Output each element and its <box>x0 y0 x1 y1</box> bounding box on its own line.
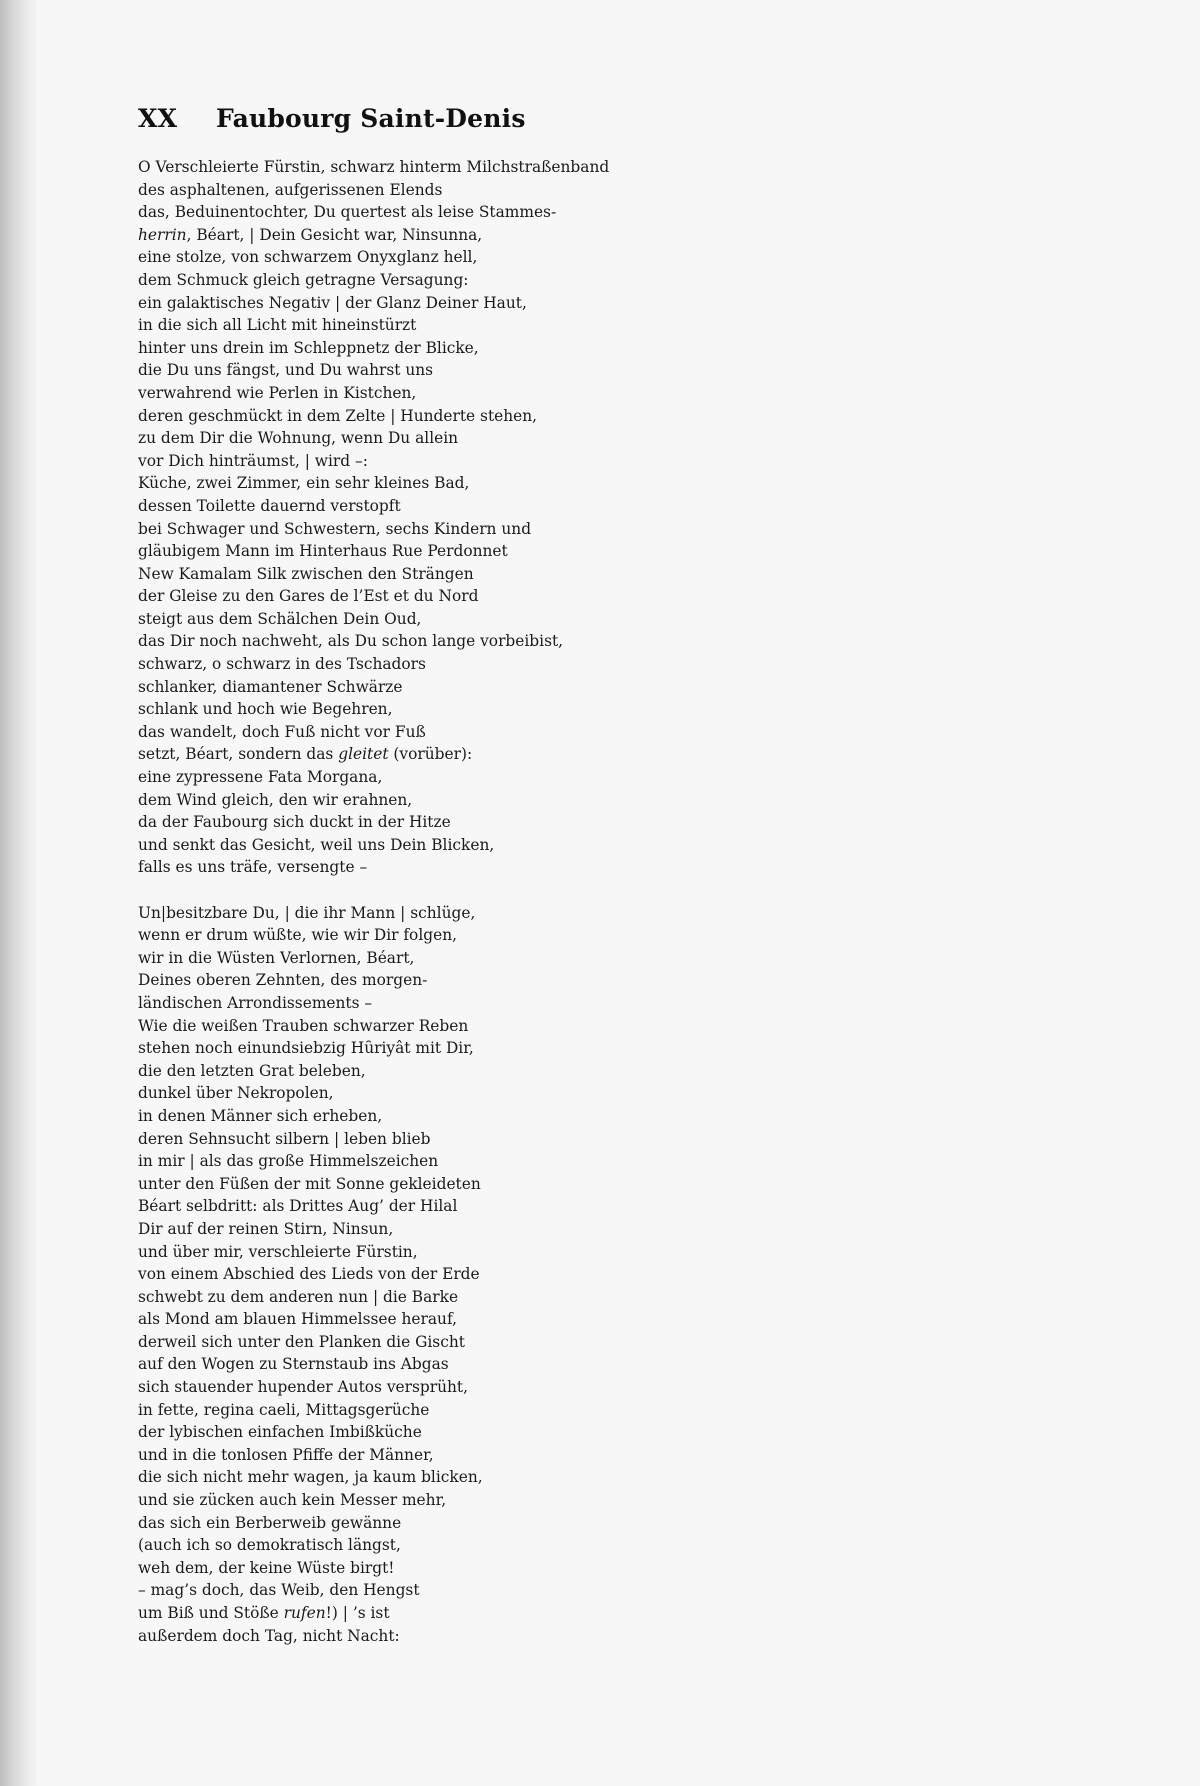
poem-line: Un|besitzbare Du, | die ihr Mann | schlüge, <box>138 903 476 922</box>
poem-line: auf den Wogen zu Sternstaub ins Abgas <box>138 1355 449 1374</box>
chapter-number: XX <box>138 104 178 133</box>
poem-line: von einem Abschied des Lieds von der Erde <box>138 1265 480 1284</box>
poem-line: das, Beduinentochter, Du quertest als leise Stammes- <box>138 203 557 222</box>
poem-line: gläubigem Mann im Hinterhaus Rue Perdonnet <box>138 542 508 561</box>
poem-line: in fette, regina caeli, Mittagsgerüche <box>138 1400 430 1419</box>
poem-line: Küche, zwei Zimmer, ein sehr kleines Bad, <box>138 474 470 493</box>
poem-line: Béart selbdritt: als Drittes Aug’ der Hilal <box>138 1197 458 1216</box>
poem-line: eine zypressene Fata Morgana, <box>138 768 383 787</box>
poem-line: steigt aus dem Schälchen Dein Oud, <box>138 609 422 628</box>
poem-line: bei Schwager und Schwestern, sechs Kindern und <box>138 519 532 538</box>
poem-line: wir in die Wüsten Verlornen, Béart, <box>138 948 415 967</box>
poem-line: der lybischen einfachen Imbißküche <box>138 1423 422 1442</box>
poem-line: New Kamalam Silk zwischen den Strängen <box>138 564 474 583</box>
poem-line: verwahrend wie Perlen in Kistchen, <box>138 383 417 402</box>
poem-line: das sich ein Berberweib gewänne <box>138 1513 402 1532</box>
poem-line: der Gleise zu den Gares de l’Est et du Nord <box>138 587 479 606</box>
poem-line: vor Dich hinträumst, | wird –: <box>138 451 368 470</box>
poem-line: ein galaktisches Negativ | der Glanz Deiner Haut, <box>138 293 527 312</box>
poem-line: um Biß und Stöße rufen!) | ’s ist <box>138 1604 390 1622</box>
poem-line: setzt, Béart, sondern das gleitet (vorüber): <box>138 745 473 764</box>
poem-line: sich stauender hupender Autos versprüht, <box>138 1378 468 1397</box>
poem-line: schlank und hoch wie Begehren, <box>138 700 393 719</box>
poem-line: ländischen Arrondissements – <box>138 993 373 1012</box>
poem-line: in die sich all Licht mit hineinstürzt <box>138 316 417 335</box>
poem-line: und in die tonlosen Pfiffe der Männer, <box>138 1445 434 1464</box>
poem-line: und senkt das Gesicht, weil uns Dein Blicken, <box>138 835 495 854</box>
poem-line: und sie zücken auch kein Messer mehr, <box>138 1491 447 1510</box>
poem-body <box>138 156 898 1647</box>
poem-stanza <box>138 156 898 879</box>
poem-line: die Du uns fängst, und Du wahrst uns <box>138 361 434 380</box>
poem-line: derweil sich unter den Planken die Gischt <box>138 1332 465 1351</box>
poem-line: die den letzten Grat beleben, <box>138 1061 366 1080</box>
poem-line: zu dem Dir die Wohnung, wenn Du allein <box>138 429 459 448</box>
poem-line: schwebt zu dem anderen nun | die Barke <box>138 1287 459 1306</box>
poem-line: – mag’s doch, das Weib, den Hengst <box>138 1581 420 1600</box>
poem-line: dem Wind gleich, den wir erahnen, <box>138 790 413 809</box>
poem-line: und über mir, verschleierte Fürstin, <box>138 1242 418 1261</box>
poem-line: Deines oberen Zehnten, des morgen- <box>138 971 428 990</box>
poem-line: in denen Männer sich erheben, <box>138 1106 383 1125</box>
poem-line: stehen noch einundsiebzig Hȗriyât mit Dir, <box>138 1039 474 1058</box>
poem-line: schlanker, diamantener Schwärze <box>138 677 403 696</box>
poem-line: außerdem doch Tag, nicht Nacht: <box>138 1626 400 1645</box>
poem-line: als Mond am blauen Himmelssee herauf, <box>138 1310 457 1329</box>
poem-line: (auch ich so demokratisch längst, <box>138 1536 401 1555</box>
poem-line: weh dem, der keine Wüste birgt! <box>138 1558 395 1577</box>
poem-line: schwarz, o schwarz in des Tschadors <box>138 655 426 674</box>
poem-line: wenn er drum wüßte, wie wir Dir folgen, <box>138 926 458 945</box>
poem-line: hinter uns drein im Schleppnetz der Blicke, <box>138 338 479 357</box>
poem-line: dem Schmuck gleich getragne Versagung: <box>138 270 469 289</box>
poem-line: Dir auf der reinen Stirn, Ninsun, <box>138 1219 394 1238</box>
poem-line: die sich nicht mehr wagen, ja kaum blicken, <box>138 1468 483 1487</box>
poem-line: in mir | als das große Himmelszeichen <box>138 1152 439 1171</box>
poem-stanza <box>138 902 898 1648</box>
poem-line: dunkel über Nekropolen, <box>138 1084 334 1103</box>
poem-line: deren geschmückt in dem Zelte | Hunderte stehen, <box>138 406 538 425</box>
poem-line: deren Sehnsucht silbern | leben blieb <box>138 1129 431 1148</box>
poem-line: dessen Toilette dauernd verstopft <box>138 496 401 515</box>
poem-line: falls es uns träfe, versengte – <box>138 858 368 877</box>
chapter-heading <box>138 101 526 137</box>
poem-line: O Verschleierte Fürstin, schwarz hinterm Milchstraßenband <box>138 158 610 176</box>
poem-line: da der Faubourg sich duckt in der Hitze <box>138 813 451 832</box>
poem-line: des asphaltenen, aufgerissenen Elends <box>138 180 443 199</box>
chapter-title: Faubourg Saint-Denis <box>216 104 526 133</box>
poem-line: unter den Füßen der mit Sonne gekleideten <box>138 1174 481 1193</box>
poem-line: Wie die weißen Trauben schwarzer Reben <box>138 1016 469 1035</box>
poem-line: herrin, Béart, | Dein Gesicht war, Ninsunna, <box>138 225 483 244</box>
poem-line: das Dir noch nachweht, als Du schon lange vorbeibist, <box>138 632 564 651</box>
poem-line: das wandelt, doch Fuß nicht vor Fuß <box>138 722 426 741</box>
poem-line: eine stolze, von schwarzem Onyxglanz hell, <box>138 248 478 267</box>
